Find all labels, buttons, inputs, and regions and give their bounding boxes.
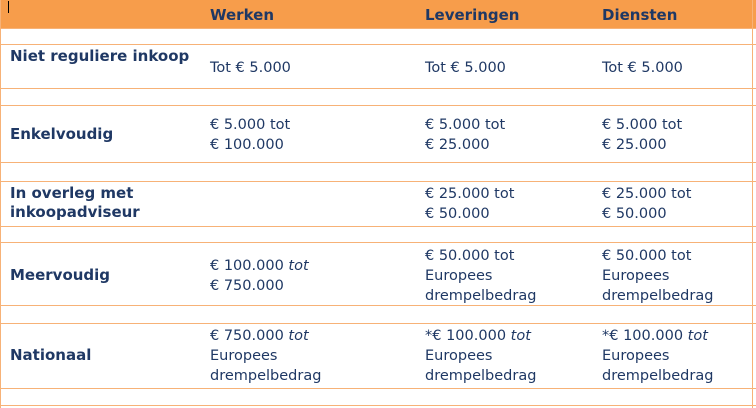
column-header-diensten: Diensten: [602, 6, 678, 24]
table-cell: [602, 115, 682, 155]
cell-line: € 50.000: [425, 206, 490, 222]
cell-line: € 5.000 tot: [425, 117, 506, 133]
table-cell: [602, 326, 713, 386]
cell-line: drempelbedrag: [425, 368, 537, 384]
cell-line: Europees: [425, 348, 493, 364]
grid-line: [0, 28, 756, 29]
column-header-leveringen: Leveringen: [425, 6, 520, 24]
table-cell: Tot € 5.000: [425, 60, 506, 76]
grid-line: [0, 162, 756, 163]
row-label-meervoudig: Meervoudig: [10, 266, 111, 284]
cell-line: € 5.000 tot: [602, 117, 683, 133]
cell-line: drempelbedrag: [602, 368, 714, 384]
grid-line: [0, 105, 756, 106]
row-label-enkelvoudig: Enkelvoudig: [10, 125, 114, 143]
table-cell: [425, 184, 514, 224]
grid-line: [0, 226, 756, 227]
row-label-nationaal: Nationaal: [10, 346, 92, 364]
cell-line: € 25.000: [425, 137, 490, 153]
table-cell: [602, 246, 713, 306]
cell-line-prefix: € 750.000: [210, 328, 289, 344]
cell-line: Europees: [602, 348, 670, 364]
grid-line: [0, 242, 756, 243]
cell-line-prefix: *€ 100.000: [425, 328, 511, 344]
cell-line-prefix: € 100.000: [210, 258, 289, 274]
grid-line: [0, 388, 756, 389]
grid-line: [0, 44, 756, 45]
row-label-in-overleg-met-inkoopadviseur: In overleg met inkoopadviseur: [10, 184, 140, 221]
cell-line: drempelbedrag: [210, 368, 322, 384]
column-header-werken: Werken: [210, 6, 275, 24]
cell-line: € 750.000: [210, 278, 284, 294]
grid-line: [0, 181, 756, 182]
cell-line: € 100.000: [210, 137, 284, 153]
cell-line: [425, 326, 536, 346]
cell-line: drempelbedrag: [602, 288, 714, 304]
grid-line: [0, 405, 756, 406]
cell-line: drempelbedrag: [425, 288, 537, 304]
cell-line: € 50.000 tot: [425, 248, 515, 264]
grid-line: [0, 0, 1, 408]
cell-line-italic: tot: [288, 328, 309, 344]
cell-line: [210, 256, 309, 276]
cell-line-italic: tot: [687, 328, 708, 344]
cell-line: Europees: [425, 268, 493, 284]
table-cell: [425, 115, 505, 155]
cell-line: € 25.000: [602, 137, 667, 153]
table-cell: Tot € 5.000: [602, 60, 683, 76]
table-cell: [210, 115, 290, 155]
cell-line: [602, 326, 713, 346]
cell-line: € 50.000 tot: [602, 248, 692, 264]
cell-line: € 5.000 tot: [210, 117, 291, 133]
grid-line: [0, 323, 756, 324]
cell-line-italic: tot: [288, 258, 309, 274]
cell-line: € 25.000 tot: [425, 186, 515, 202]
cell-line-prefix: *€ 100.000: [602, 328, 688, 344]
cell-line: Europees: [602, 268, 670, 284]
cell-line-italic: tot: [510, 328, 531, 344]
table-cell: [425, 326, 536, 386]
row-label-niet-reguliere-inkoop: Niet reguliere inkoop: [10, 47, 190, 65]
grid-line: [0, 88, 756, 89]
table-cell: [210, 326, 321, 386]
cell-line: Europees: [210, 348, 278, 364]
table-cell: [210, 256, 309, 296]
table-cell: [602, 184, 691, 224]
cell-line: € 25.000 tot: [602, 186, 692, 202]
grid-line: [752, 0, 753, 408]
cell-line: € 50.000: [602, 206, 667, 222]
text-cursor-marker: [8, 1, 9, 13]
cell-line: [210, 326, 321, 346]
table-cell: Tot € 5.000: [210, 60, 291, 76]
table-cell: [425, 246, 536, 306]
